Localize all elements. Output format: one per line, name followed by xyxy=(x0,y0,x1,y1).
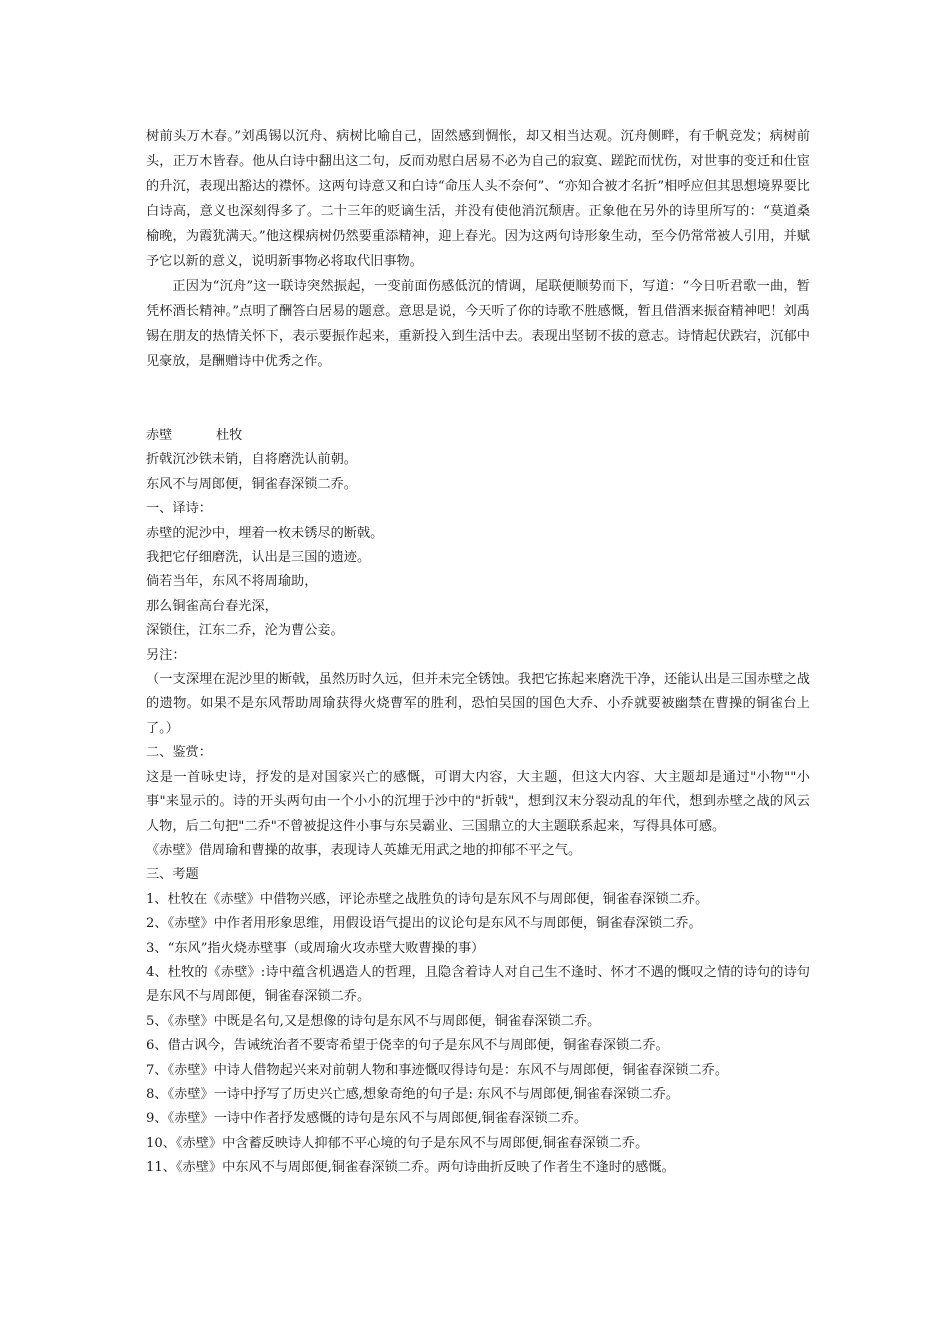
poem-line-1: 折戟沉沙铁未销，自将磨洗认前朝。 xyxy=(146,452,357,468)
note-heading: 另注： xyxy=(146,647,186,663)
chibi-section xyxy=(146,424,810,1181)
commentary-section xyxy=(146,124,810,374)
translation-line: 倘若当年，东风不将周瑜助， xyxy=(146,574,318,590)
exam-item: 8、《赤壁》一诗中抒写了历史兴亡感,想象奇绝的句子是: 东风不与周郎便,铜雀春深锁二乔。 xyxy=(146,1086,680,1102)
translation-line: 我把它仔细磨洗，认出是三国的遗迹。 xyxy=(146,550,371,566)
exam-item: 4、杜牧的《赤壁》:诗中蕴含机遇造人的哲理，且隐含着诗人对自己生不逢时、怀才不遇的慨叹之情的诗句的诗句是东风不与周郎便，铜雀春深锁二乔。 xyxy=(146,964,810,1005)
commentary-paragraph-2: 正因为“沉舟”这一联诗突然振起，一变前面伤感低沉的情调，尾联便顺势而下，写道：“今日听君歌一曲，暂凭杯酒长精神。”点明了酬答白居易的题意。意思是说，今天听了你的诗歌不胜感慨，暂且借酒来振奋精神吧！刘禹锡在朋友的热情关怀下，表示要振作起来，重新投入到生活中去。表现出坚韧不拔的意志。诗情起伏跌宕，沉郁中见豪放，是酬赠诗中优秀之作。 xyxy=(146,279,810,369)
translation-heading: 一、译诗： xyxy=(146,501,212,517)
poem-title: 赤壁 xyxy=(146,428,173,443)
exam-item: 10、《赤壁》中含蓄反映诗人抑郁不平心境的句子是东风不与周郎便,铜雀春深锁二乔。 xyxy=(146,1135,649,1151)
poem-header xyxy=(146,424,810,448)
exam-item: 1、杜牧在《赤壁》中借物兴感，评论赤壁之战胜负的诗句是东风不与周郎便，铜雀春深锁二乔。 xyxy=(146,891,709,907)
appreciation-summary: 《赤壁》借周瑜和曹操的故事，表现诗人英雄无用武之地的抑郁不平之气。 xyxy=(146,842,582,858)
translation-line: 赤壁的泥沙中，埋着一枚未锈尽的断戟。 xyxy=(146,525,384,541)
exam-item: 3、“东风”指火烧赤壁事（或周瑜火攻赤壁大败曹操的事） xyxy=(146,940,485,956)
exam-item: 11、《赤壁》中东风不与周郎便,铜雀春深锁二乔。两句诗曲折反映了作者生不逢时的感慨。 xyxy=(146,1160,675,1176)
poem-line-2: 东风不与周郎便，铜雀春深锁二乔。 xyxy=(146,476,357,492)
appreciation-heading: 二、鉴赏： xyxy=(146,745,212,761)
exam-item: 6、借古讽今，告诫统治者不要寄希望于侥幸的句子是东风不与周郎便，铜雀春深锁二乔。 xyxy=(146,1038,669,1054)
exam-heading: 三、考题 xyxy=(146,867,199,883)
exam-item: 2、《赤壁》中作者用形象思维，用假设语气提出的议论句是东风不与周郎便，铜雀春深锁二乔。 xyxy=(146,916,702,932)
exam-item: 7、《赤壁》中诗人借物起兴来对前朝人物和事迹慨叹得诗句是：东风不与周郎便，铜雀春深锁二乔。 xyxy=(146,1062,729,1078)
note-paragraph: （一支深埋在泥沙里的断戟，虽然历时久远，但并未完全锈蚀。我把它拣起来磨洗干净，还能认出是三国赤壁之战的遗物。如果不是东风帮助周瑜获得火烧曹军的胜利，恐怕吴国的国色大乔、小乔就要被幽禁在曹操的铜雀台上了。） xyxy=(146,672,810,736)
commentary-paragraph-1: 树前头万木春。”刘禹锡以沉舟、病树比喻自己，固然感到惆怅，却又相当达观。沉舟侧畔，有千帆竞发；病树前头，正万木皆春。他从白诗中翻出这二句，反而劝慰白居易不必为自己的寂寞、蹉跎而忧伤，对世事的变迁和仕宦的升沉，表现出豁达的襟怀。这两句诗意又和白诗“命压人头不奈何”、“亦知合被才名折”相呼应但其思想境界要比白诗高，意义也深刻得多了。二十三年的贬谪生活，并没有使他消沉颓唐。正象他在另外的诗里所写的：“莫道桑榆晚，为霞犹满天。”他这棵病树仍然要重添精神，迎上春光。因为这两句诗形象生动，至今仍常常被人引用，并赋予它以新的意义，说明新事物必将取代旧事物。 xyxy=(146,129,810,269)
translation-line: 那么铜雀高台春光深， xyxy=(146,598,278,614)
poem-author: 杜牧 xyxy=(216,428,243,443)
appreciation-paragraph: 这是一首咏史诗，抒发的是对国家兴亡的感慨，可谓大内容，大主题，但这大内容、大主题却是通过"小物""小事"来显示的。诗的开头两句由一个小小的沉埋于沙中的"折戟"，想到汉末分裂动乱的年代，想到赤壁之战的风云人物，后二句把"二乔"不曾被捉这件小事与东吴霸业、三国鼎立的大主题联系起来，写得具体可感。 xyxy=(146,769,810,834)
exam-item: 5、《赤壁》中既是名句,又是想像的诗句是东风不与周郎便，铜雀春深锁二乔。 xyxy=(146,1013,601,1029)
translation-line: 深锁住，江东二乔，沦为曹公妾。 xyxy=(146,623,344,639)
exam-item: 9、《赤壁》一诗中作者抒发感慨的诗句是东风不与周郎便,铜雀春深锁二乔。 xyxy=(146,1111,588,1127)
